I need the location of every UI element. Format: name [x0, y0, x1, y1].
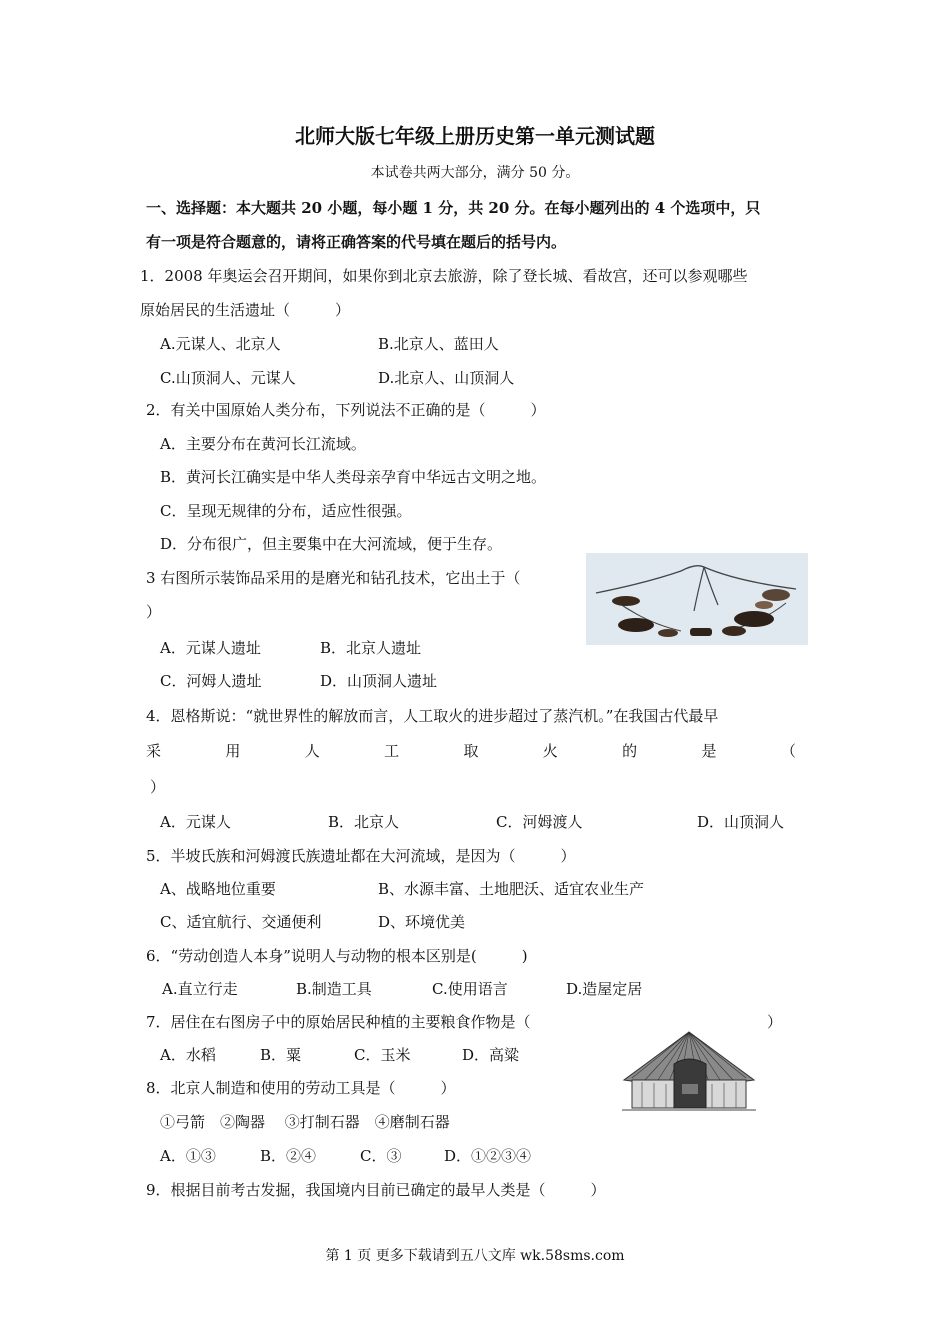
- ornament-bead: [658, 629, 678, 637]
- q8-option-d: D．①②③④: [444, 1147, 532, 1165]
- q4-option-b: B．北京人: [328, 813, 400, 831]
- page-subtitle: 本试卷共两大部分，满分 50 分。: [370, 165, 580, 181]
- q4-char: 取: [463, 742, 479, 760]
- q5-stem: 5．半坡氏族和河姆渡氏族遗址都在大河流域，是因为（ ）: [146, 847, 576, 865]
- q5-option-c: C、适宜航行、交通便利: [160, 913, 322, 931]
- q3-option-a: A．元谋人遗址: [160, 639, 261, 657]
- q2-option-a: A．主要分布在黄河长江流域。: [160, 435, 366, 453]
- hut-interior-hearth: [682, 1084, 698, 1094]
- page-title: 北师大版七年级上册历史第一单元测试题: [295, 124, 655, 148]
- ornament-disc: [618, 618, 654, 632]
- q1-option-c: C.山顶洞人、元谋人: [160, 369, 296, 387]
- q6-option-b: B.制造工具: [296, 980, 372, 998]
- q8-option-a: A．①③: [160, 1147, 216, 1165]
- q8-stem: 8．北京人制造和使用的劳动工具是（ ）: [146, 1079, 456, 1097]
- q3-option-c: C．河姆人遗址: [160, 672, 262, 690]
- q4-char: 是: [701, 742, 717, 760]
- q6-option-a: A.直立行走: [162, 980, 238, 998]
- ornament-disc: [612, 596, 640, 606]
- q7-option-c: C．玉米: [354, 1046, 411, 1064]
- q3-option-b: B．北京人遗址: [320, 639, 422, 657]
- q4-char: 火: [542, 742, 558, 760]
- q7-stem: 7．居住在右图房子中的原始居民种植的主要粮食作物是（: [146, 1013, 531, 1031]
- q1-stem-line1: 1．2008 年奥运会召开期间，如果你到北京去旅游，除了登长城、看故宫，还可以参观哪些: [140, 267, 748, 285]
- q3-stem-line2: ）: [146, 603, 162, 621]
- q5-option-b: B、水源丰富、土地肥沃、适宜农业生产: [378, 880, 645, 898]
- q6-stem: 6．“劳动创造人本身”说明人与动物的根本区别是( ): [146, 947, 528, 965]
- q1-option-d: D.北京人、山顶洞人: [378, 369, 515, 387]
- q2-stem: 2．有关中国原始人类分布，下列说法不正确的是（ ）: [146, 401, 546, 419]
- ornament-necklace-figure: [586, 553, 808, 645]
- q6-option-d: D.造屋定居: [566, 980, 643, 998]
- q2-option-b: B．黄河长江确实是中华人类母亲孕育中华远古文明之地。: [160, 468, 547, 486]
- section-instructions-line2: 有一项是符合题意的，请将正确答案的代号填在题后的括号内。: [146, 233, 567, 251]
- page-footer: 第 1 页 更多下载请到五八文库 wk.58sms.com: [325, 1248, 625, 1264]
- q3-option-d: D．山顶洞人遗址: [320, 672, 438, 690]
- q4-char: 工: [384, 742, 400, 760]
- q4-option-d: D．山顶洞人: [697, 813, 785, 831]
- q3-stem-line1: 3 右图所示装饰品采用的是磨光和钻孔技术，它出土于（: [146, 569, 521, 587]
- q4-char: 的: [622, 742, 638, 760]
- q2-option-d: D．分布很广，但主要集中在大河流域，便于生存。: [160, 535, 503, 553]
- q6-option-c: C.使用语言: [432, 980, 508, 998]
- q4-char: （: [780, 742, 796, 760]
- ornament-disc: [734, 611, 774, 627]
- q2-option-c: C．呈现无规律的分布，适应性很强。: [160, 502, 412, 520]
- ornament-bead: [722, 626, 746, 636]
- q4-stem-line2: [146, 741, 796, 761]
- q1-stem-line2: 原始居民的生活遗址（ ）: [140, 301, 351, 319]
- q4-char: 用: [225, 742, 241, 760]
- q4-char: 人: [304, 742, 320, 760]
- q1-option-a: A.元谋人、北京人: [160, 335, 281, 353]
- q4-char: 采: [146, 742, 162, 760]
- section-instructions-line1: 一、选择题：本大题共 20 小题，每小题 1 分，共 20 分。在每小题列出的 4 个选项中，只: [146, 199, 761, 217]
- primitive-hut-figure: [622, 1028, 756, 1114]
- q7-option-d: D．高粱: [462, 1046, 520, 1064]
- q8-item-list: ①弓箭 ②陶器 ③打制石器 ④磨制石器: [160, 1113, 450, 1131]
- q4-option-c: C．河姆渡人: [496, 813, 583, 831]
- q7-close-paren: ）: [767, 1013, 783, 1031]
- hut-doorway: [674, 1059, 706, 1108]
- q7-option-b: B．粟: [260, 1046, 302, 1064]
- q4-option-a: A．元谋人: [160, 813, 231, 831]
- q1-option-b: B.北京人、蓝田人: [378, 335, 499, 353]
- q5-option-a: A、战略地位重要: [160, 880, 276, 898]
- ornament-bead: [755, 601, 773, 609]
- q8-option-b: B．②④: [260, 1147, 317, 1165]
- ornament-disc: [762, 589, 790, 601]
- q9-stem: 9．根据目前考古发掘，我国境内目前已确定的最早人类是（ ）: [146, 1181, 606, 1199]
- q5-option-d: D、环境优美: [378, 913, 466, 931]
- ornament-tube: [690, 628, 712, 636]
- q8-option-c: C．③: [360, 1147, 402, 1165]
- q4-stem-line1: 4．恩格斯说：“就世界性的解放而言，人工取火的进步超过了蒸汽机。”在我国古代最早: [146, 707, 719, 725]
- q4-stem-line3: ）: [150, 778, 166, 796]
- q7-option-a: A．水稻: [160, 1046, 216, 1064]
